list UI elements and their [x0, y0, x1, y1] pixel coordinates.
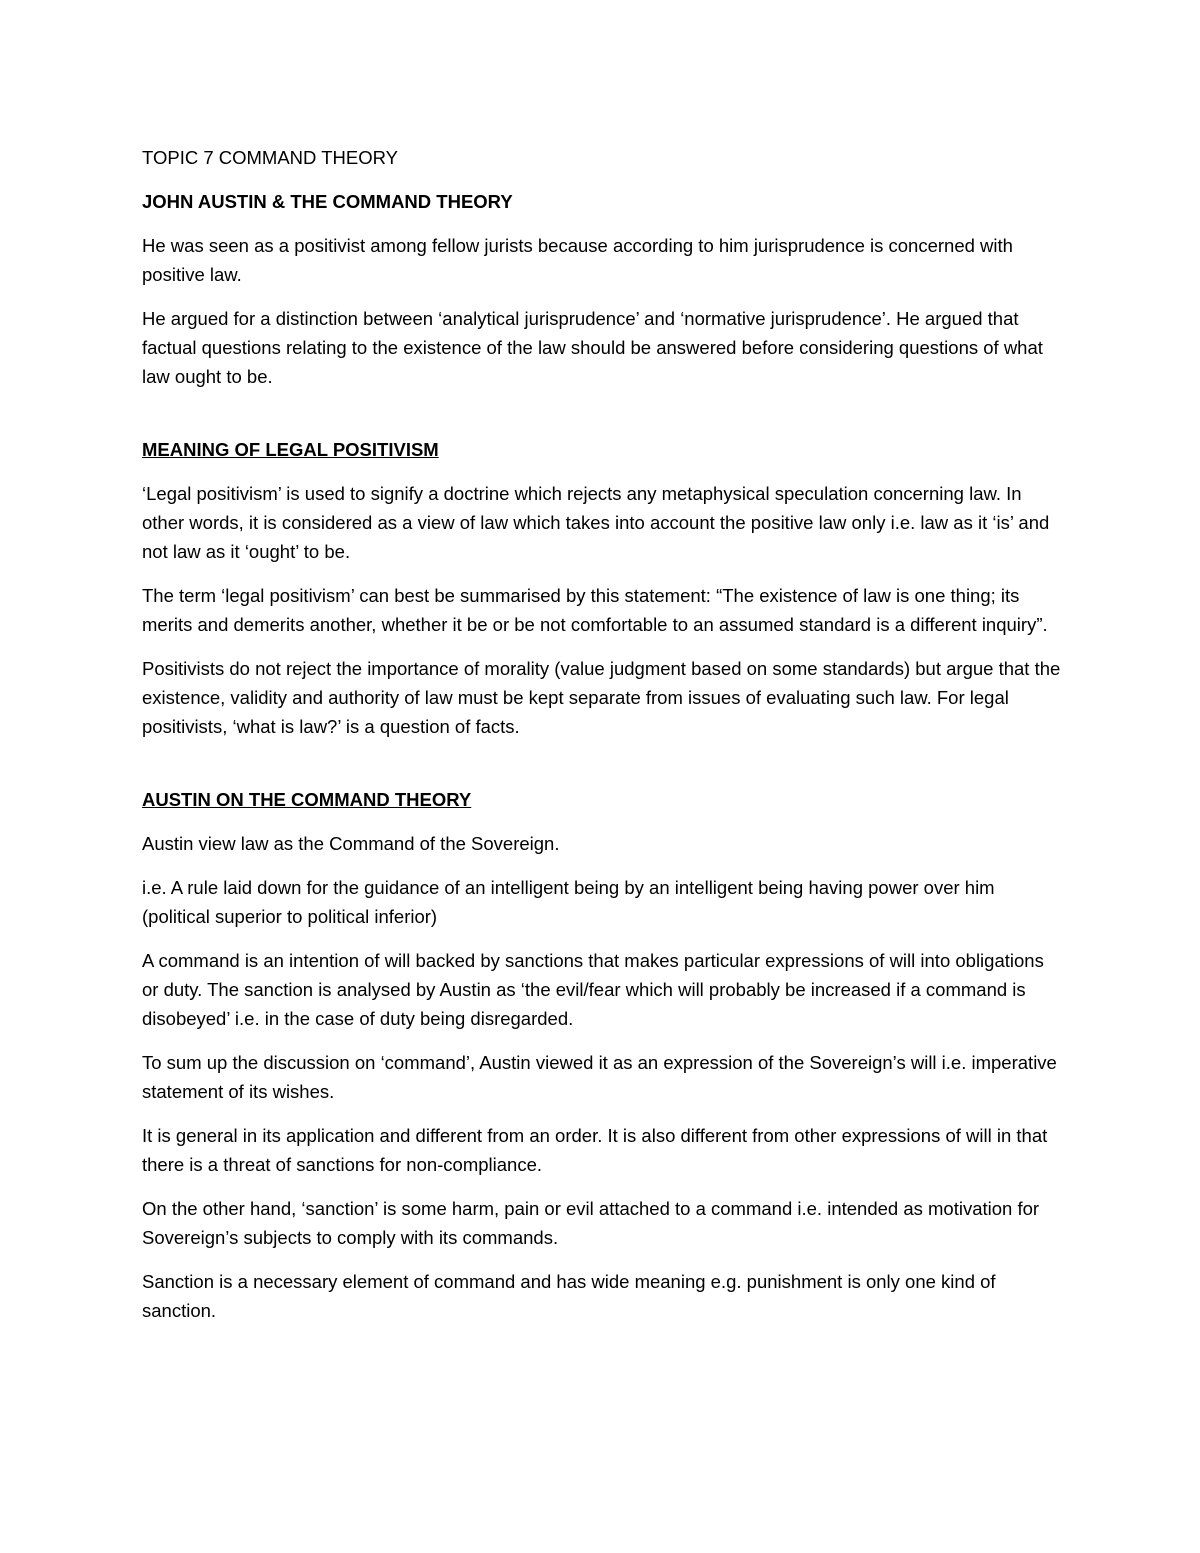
- paragraph: The term ‘legal positivism’ can best be summarised by this statement: “The existence of law is one thing; its merits and demerits another, whether it be or be not comfortable to an assumed standard is a different inquiry”.: [142, 585, 1048, 635]
- document-title: TOPIC 7 COMMAND THEORY: [142, 147, 398, 168]
- paragraph: ‘Legal positivism’ is used to signify a doctrine which rejects any metaphysical speculation concerning law. In other words, it is considered as a view of law which takes into account the positive law only i.e. law as it ‘is’ and not law as it ‘ought’ to be.: [142, 483, 1050, 562]
- paragraph: It is general in its application and different from an order. It is also different from other expressions of will in that there is a threat of sanctions for non-compliance.: [142, 1125, 1048, 1175]
- section-heading-command-theory: AUSTIN ON THE COMMAND THEORY: [142, 789, 472, 810]
- paragraph: To sum up the discussion on ‘command’, Austin viewed it as an expression of the Sovereign’s will i.e. imperative statement of its wishes.: [142, 1052, 1057, 1102]
- paragraph: i.e. A rule laid down for the guidance of an intelligent being by an intelligent being having power over him (political superior to political inferior): [142, 877, 995, 927]
- paragraph: On the other hand, ‘sanction’ is some harm, pain or evil attached to a command i.e. intended as motivation for Sovereign’s subjects to comply with its commands.: [142, 1198, 1040, 1248]
- paragraph: Sanction is a necessary element of command and has wide meaning e.g. punishment is only one kind of sanction.: [142, 1271, 996, 1321]
- section-heading-john-austin: JOHN AUSTIN & THE COMMAND THEORY: [142, 191, 513, 212]
- paragraph: He was seen as a positivist among fellow jurists because according to him jurisprudence is concerned with positive law.: [142, 235, 1013, 285]
- paragraph: He argued for a distinction between ‘analytical jurisprudence’ and ‘normative jurisprudence’. He argued that factual questions relating to the existence of the law should be answered before considering questions of what law ought to be.: [142, 308, 1043, 387]
- paragraph: A command is an intention of will backed by sanctions that makes particular expressions of will into obligations or duty. The sanction is analysed by Austin as ‘the evil/fear which will probably be increased if a command is disobeyed’ i.e. in the case of duty being disregarded.: [142, 950, 1044, 1029]
- paragraph: Positivists do not reject the importance of morality (value judgment based on some standards) but argue that the existence, validity and authority of law must be kept separate from issues of evaluating such law. For legal positivists, ‘what is law?’ is a question of facts.: [142, 658, 1061, 737]
- section-heading-legal-positivism: MEANING OF LEGAL POSITIVISM: [142, 439, 439, 460]
- paragraph: Austin view law as the Command of the Sovereign.: [142, 833, 560, 854]
- document-body: [142, 143, 1062, 1340]
